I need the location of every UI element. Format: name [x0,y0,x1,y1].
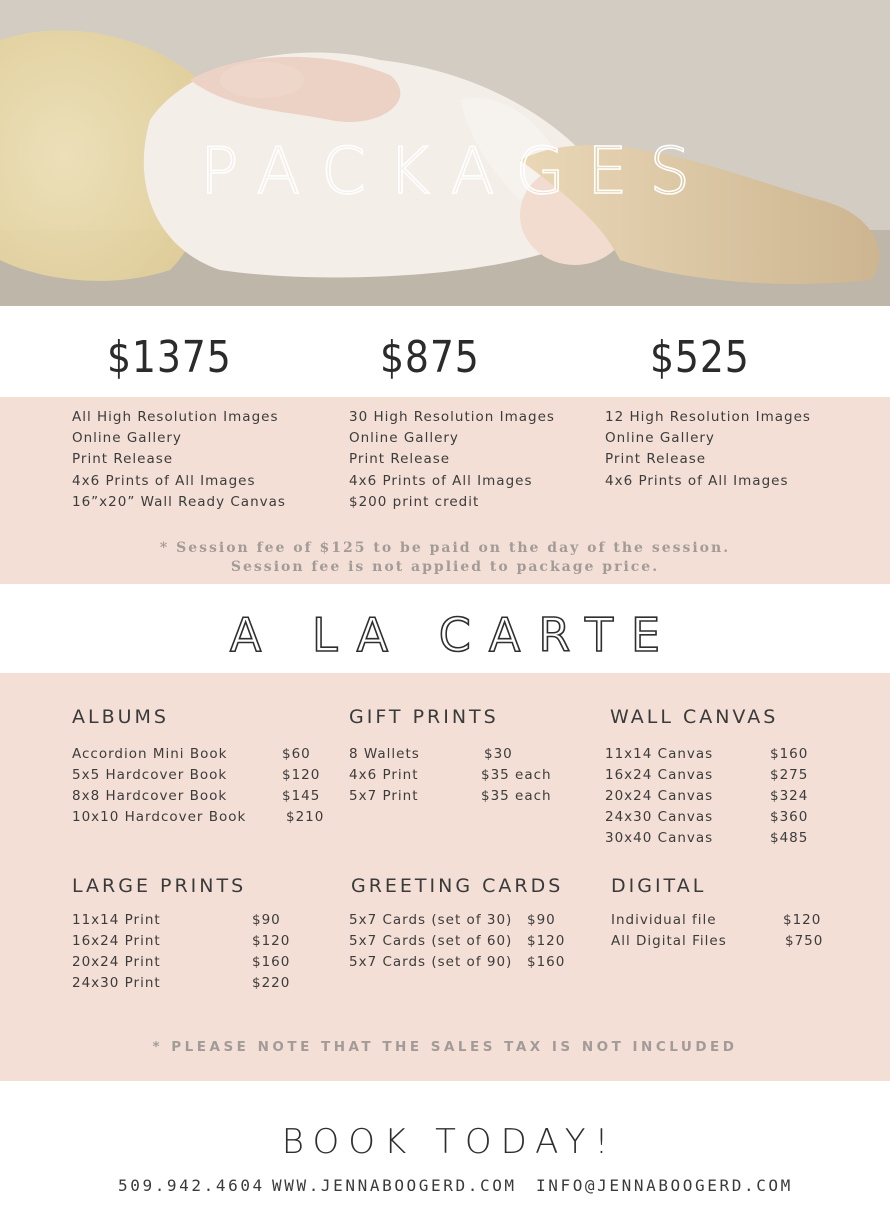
list-item: 16”x20” Wall Ready Canvas [72,493,286,510]
packages-heading: PACKAGES [200,135,712,209]
greeting-cards-item-name: 5x7 Cards (set of 60) [349,933,513,949]
list-item: Print Release [605,451,707,468]
list-item: All High Resolution Images [72,409,279,425]
package-1-list [72,407,286,513]
greeting-cards-item-price: $90 [527,912,556,928]
gift-prints-item-price: $30 [484,746,513,762]
greeting-cards-item-name: 5x7 Cards (set of 30) [349,912,513,928]
category-title-gift-prints: GIFT PRINTS [349,706,499,728]
albums-item-price: $120 [282,767,321,783]
large-prints-item-price: $220 [252,975,291,991]
albums-item-price: $145 [282,788,321,804]
wall-canvas-item-price: $360 [770,809,809,825]
category-title-large-prints: LARGE PRINTS [72,875,247,897]
package-3-list [605,407,811,492]
category-title-wall-canvas: WALL CANVAS [610,706,779,728]
large-prints-item-name: 11x14 Print [72,912,161,928]
phone-number[interactable]: 509.942.4604 [118,1176,265,1195]
greeting-cards-item-name: 5x7 Cards (set of 90) [349,954,513,970]
website-link[interactable]: WWW.JENNABOOGERD.COM [272,1176,517,1195]
digital-item-name: Individual file [611,912,717,928]
package-price-2: $875 [380,332,480,383]
list-item: 12 High Resolution Images [605,409,811,425]
list-item: 4x6 Prints of All Images [72,472,256,489]
gift-prints-item-price: $35 each [481,788,552,804]
list-item: $200 print credit [349,493,480,510]
category-title-greeting-cards: GREETING CARDS [351,875,564,897]
large-prints-item-price: $120 [252,933,291,949]
category-title-albums: ALBUMS [72,706,169,728]
list-item: Print Release [72,451,174,468]
albums-item-price: $210 [286,809,325,825]
email-link[interactable]: INFO@JENNABOOGERD.COM [536,1176,793,1195]
digital-item-price: $750 [785,933,824,949]
list-item: 30 High Resolution Images [349,409,555,425]
a-la-carte-heading: A LA CARTE [229,608,679,662]
digital-item-price: $120 [783,912,822,928]
gift-prints-item-name: 8 Wallets [349,746,420,762]
list-item: Print Release [349,451,451,468]
albums-item-name: Accordion Mini Book [72,746,228,762]
list-item: 4x6 Prints of All Images [349,472,533,489]
wall-canvas-item-price: $485 [770,830,809,846]
package-price-3: $525 [650,332,750,383]
large-prints-item-name: 24x30 Print [72,975,161,991]
wall-canvas-item-price: $275 [770,767,809,783]
list-item: Online Gallery [349,430,459,447]
wall-canvas-item-price: $324 [770,788,809,804]
large-prints-item-price: $90 [252,912,281,928]
large-prints-item-name: 16x24 Print [72,933,161,949]
list-item: 4x6 Prints of All Images [605,472,789,489]
package-2-list [349,407,555,513]
albums-item-name: 10x10 Hardcover Book [72,809,247,825]
albums-item-name: 8x8 Hardcover Book [72,788,228,804]
category-title-digital: DIGITAL [611,875,707,897]
book-today-heading: BOOK TODAY! [281,1122,618,1162]
greeting-cards-item-price: $120 [527,933,566,949]
list-item: Online Gallery [72,430,182,447]
wall-canvas-item-name: 20x24 Canvas [605,788,714,804]
gift-prints-item-name: 4x6 Print [349,767,419,783]
albums-item-price: $60 [282,746,311,762]
sales-tax-note: * PLEASE NOTE THAT THE SALES TAX IS NOT INCLUDED [152,1039,738,1055]
session-fee-line-2: Session fee is not applied to package price. [230,558,660,575]
wall-canvas-item-name: 24x30 Canvas [605,809,714,825]
session-fee-line-1: * Session fee of $125 to be paid on the day of the session. [159,540,731,556]
wall-canvas-item-name: 16x24 Canvas [605,767,714,783]
large-prints-item-name: 20x24 Print [72,954,161,970]
greeting-cards-item-price: $160 [527,954,566,970]
gift-prints-item-price: $35 each [481,767,552,783]
albums-item-name: 5x5 Hardcover Book [72,767,228,783]
wall-canvas-item-name: 11x14 Canvas [605,746,714,762]
session-fee-note [0,539,890,576]
package-price-1: $1375 [107,332,232,383]
wall-canvas-item-name: 30x40 Canvas [605,830,714,846]
digital-item-name: All Digital Files [611,933,727,949]
hero-banner [0,0,890,306]
gift-prints-item-name: 5x7 Print [349,788,419,804]
list-item: Online Gallery [605,430,715,447]
wall-canvas-item-price: $160 [770,746,809,762]
large-prints-item-price: $160 [252,954,291,970]
